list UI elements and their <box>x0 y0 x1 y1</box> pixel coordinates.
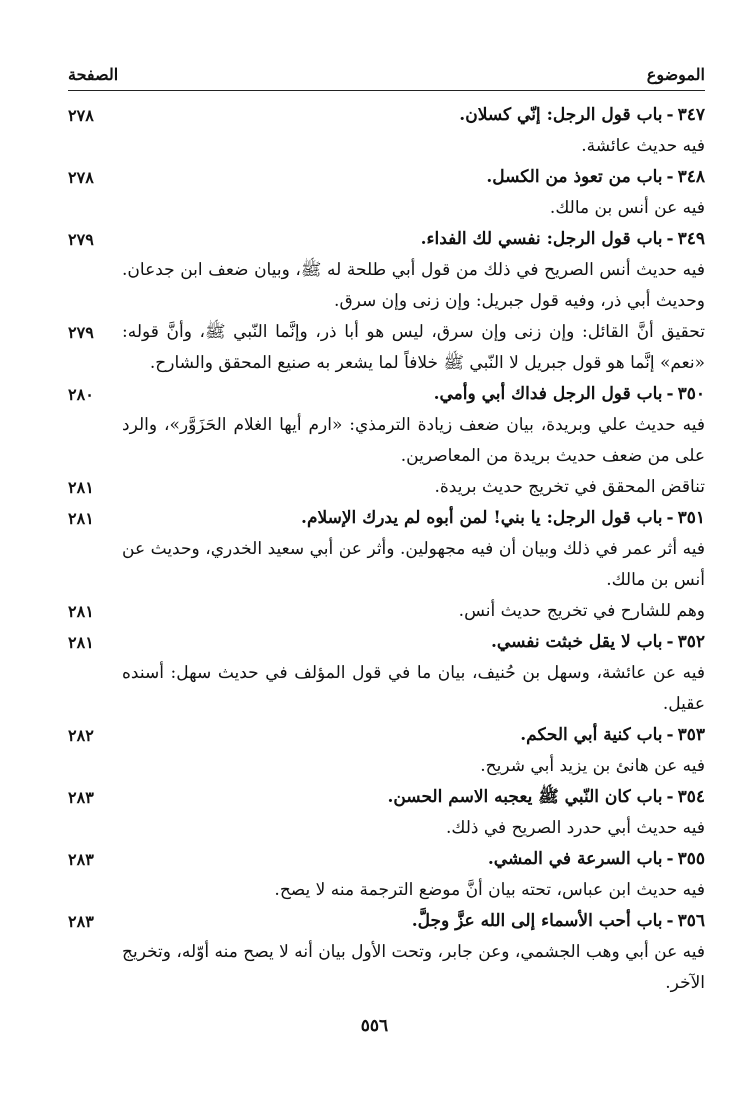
entry-title-row <box>68 503 705 534</box>
entry-description: فيه حديث عائشة. <box>581 136 705 156</box>
entry-heading <box>122 503 705 534</box>
entry-description-row <box>68 193 705 224</box>
entry-heading <box>122 906 705 937</box>
contents-entry <box>68 720 705 782</box>
description-page-number: ٢٧٩ <box>68 323 94 342</box>
entry-description: وهم للشارح في تخريج حديث أنس. <box>458 601 705 621</box>
entry-page-number: ٢٧٨ <box>68 168 94 187</box>
entry-page-number: ٢٨٠ <box>68 385 94 404</box>
entry-heading <box>122 720 705 751</box>
entry-description-row <box>68 751 705 782</box>
entry-dash: - <box>666 725 674 745</box>
contents-entry <box>68 627 705 720</box>
entry-title: باب كان النّبي ﷺ يعجبه الاسم الحسن. <box>387 787 663 807</box>
entry-title-row <box>68 162 705 193</box>
entry-title: باب السرعة في المشي. <box>487 849 663 869</box>
entry-heading <box>122 162 705 193</box>
contents-entry <box>68 379 705 503</box>
entry-description: فيه حديث أنس الصريح في ذلك من قول أبي طلحة له ﷺ، وبيان ضعف ابن جدعان. وحديث أبي ذر، وفيه قول جبريل: وإن زنى وإن سرق. <box>122 260 705 311</box>
entry-description: فيه أثر عمر في ذلك وبيان أن فيه مجهولين. وأثر عن أبي سعيد الخدري، وحديث عن أنس بن مالك. <box>122 539 705 590</box>
entry-heading <box>122 627 705 658</box>
entry-description-row <box>68 410 705 472</box>
entry-dash: - <box>666 105 674 125</box>
entry-number: ٣٥٤ <box>677 787 705 807</box>
entry-page-number: ٢٨٣ <box>68 850 94 869</box>
contents-entry <box>68 224 705 379</box>
entry-description-row <box>68 875 705 906</box>
entry-page-number: ٢٨١ <box>68 633 94 652</box>
entry-dash: - <box>666 167 674 187</box>
entry-page-number: ٢٨١ <box>68 509 94 528</box>
entry-heading <box>122 100 705 131</box>
entry-title: باب قول الرجل: يا بني! لمن أبوه لم يدرك الإسلام. <box>301 508 663 528</box>
entry-page-number: ٢٨٢ <box>68 726 94 745</box>
entry-number: ٣٥٠ <box>677 384 705 404</box>
entry-number: ٣٥٥ <box>677 849 705 869</box>
entry-number: ٣٤٧ <box>677 105 705 125</box>
entry-number: ٣٥٣ <box>677 725 705 745</box>
entry-title-row <box>68 844 705 875</box>
entry-description-row <box>68 937 705 999</box>
entry-title-row <box>68 100 705 131</box>
entry-heading <box>122 782 705 813</box>
contents-entry <box>68 844 705 906</box>
entry-description-row <box>68 534 705 596</box>
entry-title-row <box>68 627 705 658</box>
entry-number: ٣٥٦ <box>677 911 705 931</box>
entry-description: فيه حديث علي وبريدة، بيان ضعف زيادة الترمذي: «ارم أيها الغلام الحَزَوَّر»، والرد على من ضعف حديث بريدة من المعاصرين. <box>122 415 705 466</box>
entry-description: فيه عن عائشة، وسهل بن حُنيف، بيان ما في قول المؤلف في حديث سهل: أسنده عقيل. <box>122 663 705 714</box>
entry-title: باب أحب الأسماء إلى الله عزَّ وجلَّ. <box>411 911 663 931</box>
entry-description-row <box>68 596 705 627</box>
entry-description: تحقيق أنَّ القائل: وإن زنى وإن سرق، ليس هو أبا ذر، وإنَّما النّبي ﷺ، وأنَّ قوله: «نعم» إنَّما هو قول جبريل لا النّبي ﷺ خلافاً لما يشعر به صنيع المحقق والشارح. <box>122 322 705 373</box>
header-rule <box>68 90 705 91</box>
entry-dash: - <box>666 787 674 807</box>
entry-description-row <box>68 813 705 844</box>
entry-heading <box>122 379 705 410</box>
entry-description-row <box>68 472 705 503</box>
entry-description-row <box>68 255 705 317</box>
entry-dash: - <box>666 508 674 528</box>
entry-description: فيه حديث ابن عباس، تحته بيان أنَّ موضع الترجمة منه لا يصح. <box>274 880 705 900</box>
entry-heading <box>122 844 705 875</box>
entry-number: ٣٥٢ <box>677 632 705 652</box>
entry-description: فيه عن أنس بن مالك. <box>549 198 705 218</box>
entry-description: تناقض المحقق في تخريج حديث بريدة. <box>434 477 705 497</box>
contents-entry <box>68 100 705 162</box>
table-header <box>68 58 705 84</box>
entry-title: باب كنية أبي الحكم. <box>520 725 663 745</box>
entry-dash: - <box>666 384 674 404</box>
contents-entry <box>68 906 705 999</box>
entry-description-row <box>68 131 705 162</box>
entry-title: باب قول الرجل: إنّي كسلان. <box>459 105 663 125</box>
entry-title-row <box>68 906 705 937</box>
topic-column-label: الموضوع <box>646 65 705 84</box>
description-page-number: ٢٨١ <box>68 602 94 621</box>
entry-page-number: ٢٧٩ <box>68 230 94 249</box>
entry-title: باب قول الرجل: نفسي لك الفداء. <box>420 229 663 249</box>
entry-dash: - <box>666 229 674 249</box>
entry-description: فيه حديث أبي حدرد الصريح في ذلك. <box>446 818 705 838</box>
contents-entry <box>68 782 705 844</box>
entry-title: باب لا يقل خبثت نفسي. <box>490 632 663 652</box>
page-column-label: الصفحة <box>68 65 119 84</box>
entry-title: باب قول الرجل فداك أبي وأمي. <box>433 384 663 404</box>
entry-dash: - <box>666 911 674 931</box>
entry-title-row <box>68 224 705 255</box>
entry-description-row <box>68 317 705 379</box>
entry-page-number: ٢٧٨ <box>68 106 94 125</box>
entry-number: ٣٤٩ <box>677 229 705 249</box>
entry-title-row <box>68 379 705 410</box>
entry-description: فيه عن أبي وهب الجشمي، وعن جابر، وتحت الأول بيان أنه لا يصح منه أوّله، وتخريج الآخر. <box>122 942 705 993</box>
entry-page-number: ٢٨٣ <box>68 912 94 931</box>
contents-entry <box>68 503 705 627</box>
page-number: ٥٥٦ <box>360 1016 389 1036</box>
entry-description-row <box>68 658 705 720</box>
entry-title: باب من تعوذ من الكسل. <box>486 167 663 187</box>
entry-page-number: ٢٨٣ <box>68 788 94 807</box>
entry-description: فيه عن هانئ بن يزيد أبي شريح. <box>480 756 705 776</box>
contents-list <box>68 100 705 999</box>
entry-number: ٣٥١ <box>677 508 705 528</box>
entry-dash: - <box>666 849 674 869</box>
entry-title-row <box>68 720 705 751</box>
entry-heading <box>122 224 705 255</box>
entry-number: ٣٤٨ <box>677 167 705 187</box>
entry-title-row <box>68 782 705 813</box>
entry-dash: - <box>666 632 674 652</box>
contents-entry <box>68 162 705 224</box>
description-page-number: ٢٨١ <box>68 478 94 497</box>
